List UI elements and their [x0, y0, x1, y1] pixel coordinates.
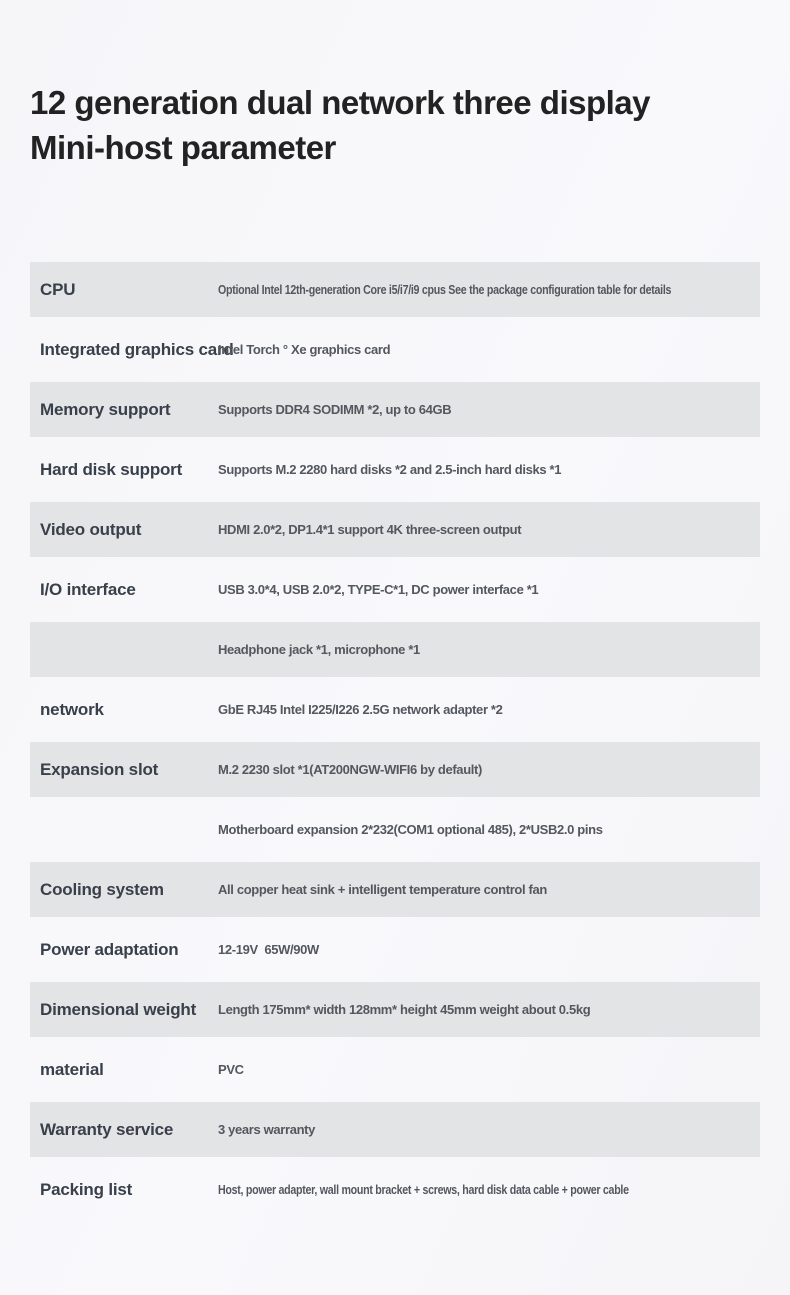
spec-label: I/O interface: [40, 579, 136, 599]
table-row: [30, 1102, 760, 1157]
spec-label: Video output: [40, 519, 142, 539]
table-row: [30, 442, 760, 497]
table-row: [30, 322, 760, 377]
spec-label: Dimensional weight: [40, 999, 197, 1019]
spec-value: Length 175mm* width 128mm* height 45mm weight about 0.5kg: [218, 1002, 591, 1017]
table-row: [30, 802, 760, 857]
spec-label: CPU: [40, 279, 76, 299]
table-row: [30, 562, 760, 617]
table-row: [30, 1042, 760, 1097]
table-row: [30, 502, 760, 557]
spec-value: PVC: [218, 1062, 244, 1077]
table-row: [30, 922, 760, 977]
spec-value: Motherboard expansion 2*232(COM1 optional 485), 2*USB2.0 pins: [218, 822, 603, 837]
spec-value: Headphone jack *1, microphone *1: [218, 642, 420, 657]
table-row: [30, 982, 760, 1037]
spec-value: 3 years warranty: [218, 1122, 316, 1137]
table-row: [30, 862, 760, 917]
spec-table: [30, 262, 760, 1222]
spec-label: network: [40, 699, 104, 719]
spec-value: M.2 2230 slot *1(AT200NGW-WIFI6 by default): [218, 762, 482, 777]
spec-value: USB 3.0*4, USB 2.0*2, TYPE-C*1, DC power interface *1: [218, 582, 539, 597]
table-row: [30, 262, 760, 317]
spec-value: HDMI 2.0*2, DP1.4*1 support 4K three-screen output: [218, 522, 522, 537]
spec-label: Memory support: [40, 399, 171, 419]
spec-value: GbE RJ45 Intel I225/I226 2.5G network adapter *2: [218, 702, 503, 717]
spec-label: Expansion slot: [40, 759, 159, 779]
spec-value: Supports DDR4 SODIMM *2, up to 64GB: [218, 402, 452, 417]
table-row: [30, 382, 760, 437]
table-row: [30, 742, 760, 797]
table-row: [30, 622, 760, 677]
spec-value: Host, power adapter, wall mount bracket + screws, hard disk data cable + power cable: [218, 1182, 629, 1197]
spec-value: Optional Intel 12th-generation Core i5/i7/i9 cpus See the package configuration table for details: [218, 282, 672, 297]
spec-label: Power adaptation: [40, 939, 179, 959]
spec-label: Packing list: [40, 1179, 133, 1199]
spec-label: Integrated graphics card: [40, 339, 234, 359]
page-title: [30, 80, 750, 170]
spec-value: All copper heat sink + intelligent temperature control fan: [218, 882, 547, 897]
page-title-line2: Mini-host parameter: [30, 129, 336, 166]
page-title-line1: 12 generation dual network three display: [30, 84, 651, 121]
spec-value: Supports M.2 2280 hard disks *2 and 2.5-inch hard disks *1: [218, 462, 562, 477]
spec-label: Hard disk support: [40, 459, 183, 479]
table-row: [30, 1162, 760, 1217]
spec-label: material: [40, 1059, 104, 1079]
spec-value: 12-19V 65W/90W: [218, 942, 319, 957]
table-row: [30, 682, 760, 737]
spec-value: Intel Torch ° Xe graphics card: [218, 342, 391, 357]
spec-label: Warranty service: [40, 1119, 174, 1139]
spec-label: Cooling system: [40, 879, 164, 899]
